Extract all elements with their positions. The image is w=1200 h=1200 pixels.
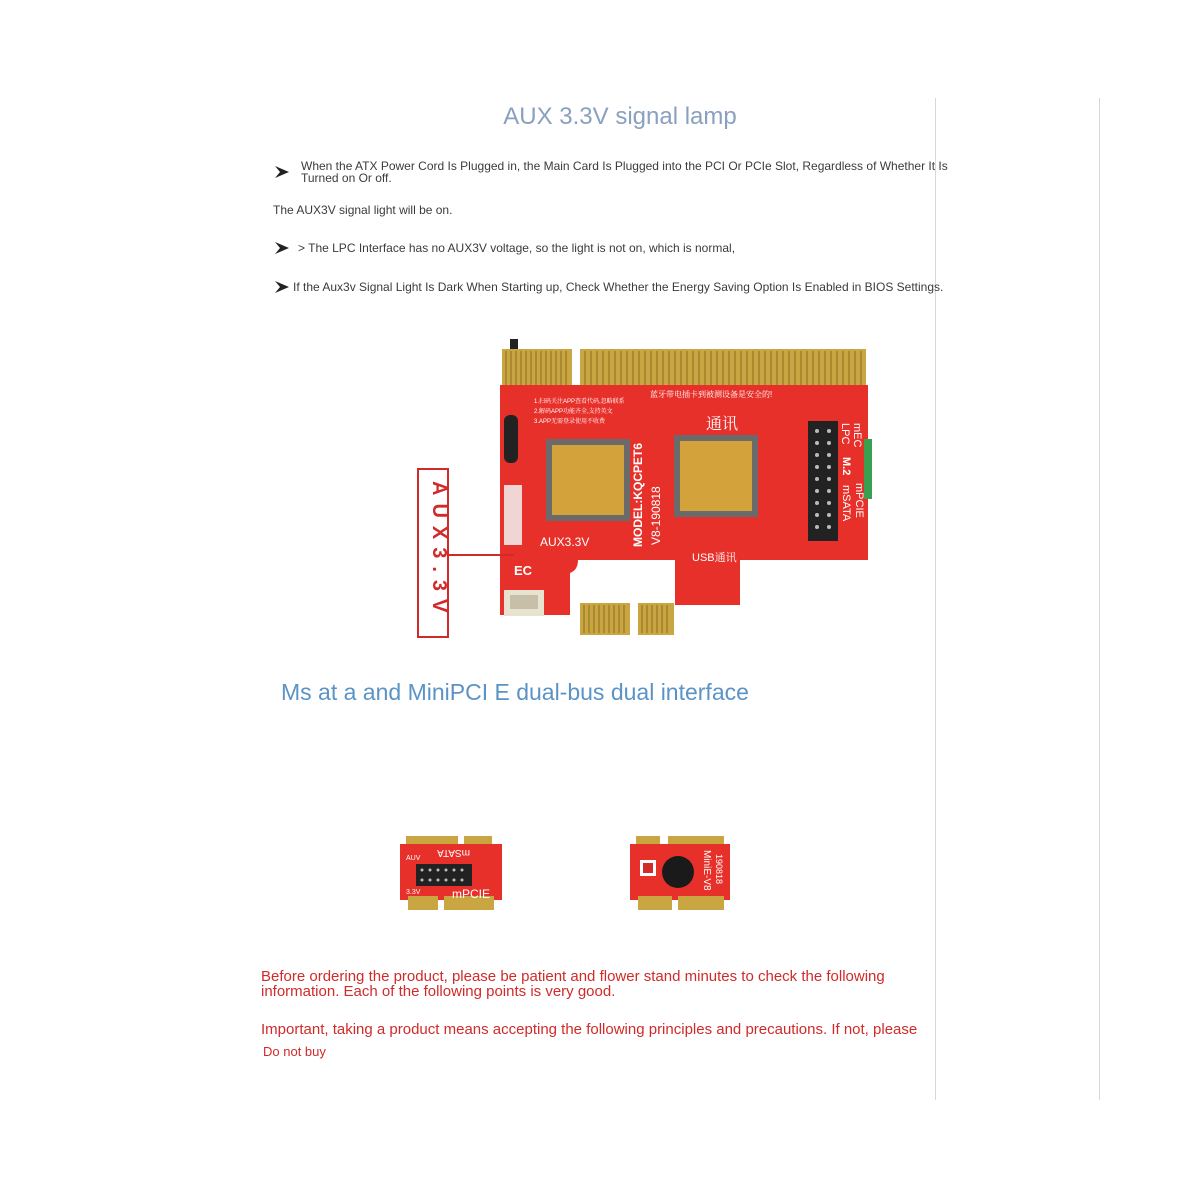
board-side-msata: mSATA <box>840 485 852 522</box>
bullet-2-text: The AUX3V signal light will be on. <box>273 203 453 217</box>
card2-version-label: 190818 <box>714 854 724 885</box>
board-tongxun-label: 通讯 <box>706 416 739 433</box>
chip-left <box>552 445 624 515</box>
notice-line-2: information. Each of the following points is very good. <box>261 983 616 1000</box>
minipcie-adapter-image <box>628 832 732 914</box>
board-side-m2: M.2 <box>840 457 852 476</box>
section-title-aux: AUX 3.3V signal lamp <box>503 103 737 130</box>
board-ec-label: EC <box>514 563 533 578</box>
notice-line-4: Do not buy <box>263 1044 326 1059</box>
divider-line-right <box>1099 98 1100 1100</box>
board-top-cn: 蓝牙带电插卡到被测设备是安全的! <box>650 390 773 399</box>
board-side-mec: mEC <box>851 423 863 448</box>
arrow-bullet-icon <box>274 279 290 295</box>
card1-33v-label: 3.3V <box>406 889 421 896</box>
board-top-cn-small-2: 2.解码APP功能齐全,支持英文 <box>534 409 613 415</box>
board-top-cn-small-1: 1.扫码关注APP查看代码,忽略联系 <box>534 399 625 405</box>
board-pcie-label: PCI-E <box>602 580 640 596</box>
bullet-4-text: If the Aux3v Signal Light Is Dark When Starting up, Check Whether the Energy Saving Option Is Enabled in BIOS Settings. <box>293 280 944 294</box>
card1-msata-label: mSATA <box>437 847 470 858</box>
board-model-label: MODEL:KQCPET6 <box>631 442 645 547</box>
card1-mpcie-label: mPCIE <box>452 887 491 901</box>
bullet-3-text: > The LPC Interface has no AUX3V voltage, so the light is not on, which is normal, <box>298 241 736 255</box>
card2-model-label: MiniE-V8 <box>701 850 712 891</box>
bullet-1-line-1: When the ATX Power Cord Is Plugged in, the Main Card Is Plugged into the PCI Or PCIe Slot, Regardless of Whether It Is <box>301 159 948 173</box>
notice-line-3: Important, taking a product means accepting the following principles and precautions. If not, please <box>261 1021 918 1038</box>
chip-right <box>680 441 752 511</box>
board-aux-label: AUX3.3V <box>540 535 590 549</box>
divider-line-left <box>935 98 936 1100</box>
aux-callout-label: AUX3.3V <box>428 481 450 621</box>
board-top-cn-small-3: 3.APP无需登录使用不收费 <box>534 419 606 425</box>
board-side-lpc: LPC <box>839 423 851 445</box>
header-connector <box>808 421 838 541</box>
section-title-dual-bus: Ms at a and MiniPCI E dual-bus dual interface <box>281 679 749 705</box>
card2-buzzer <box>662 856 694 888</box>
arrow-bullet-icon <box>274 240 290 256</box>
notice-line-1: Before ordering the product, please be patient and flower stand minutes to check the following <box>261 968 885 985</box>
board-usb-label: USB通讯 <box>692 552 737 564</box>
msata-mpcie-adapter-image <box>398 832 504 914</box>
board-version-label: V8-190818 <box>649 486 663 545</box>
arrow-bullet-icon <box>274 164 290 180</box>
pcie-diagnostic-card-image <box>410 335 880 645</box>
card1-aux-label: AUV <box>406 855 421 862</box>
board-side-mpcie: mPCIE <box>853 483 865 518</box>
bullet-1-line-2: Turned on Or off. <box>301 171 392 185</box>
